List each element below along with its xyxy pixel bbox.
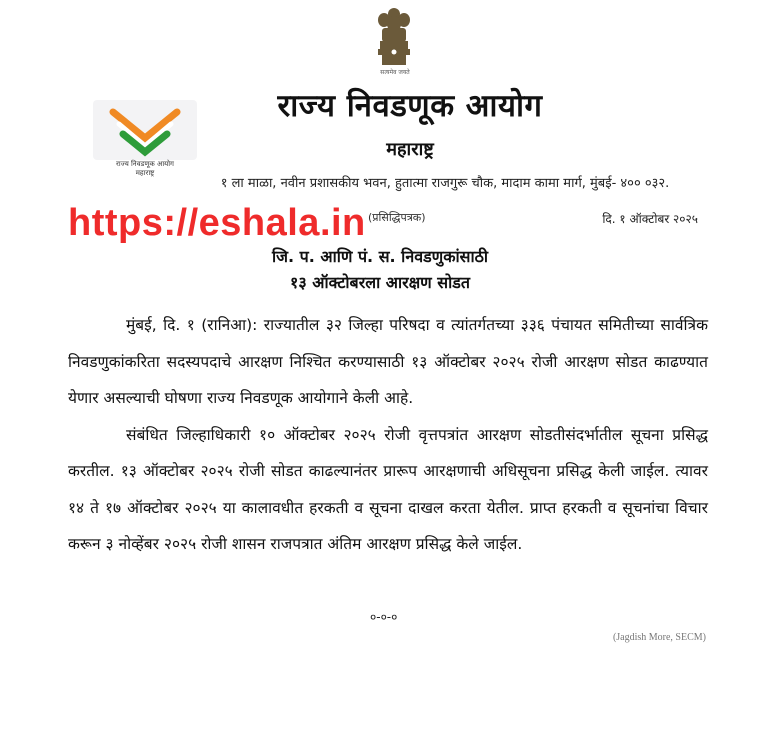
national-emblem-icon — [372, 4, 416, 78]
page-title: राज्य निवडणूक आयोग — [277, 88, 543, 124]
election-commission-logo-icon — [93, 100, 197, 160]
emblem-motto: सत्यमेव जयते — [380, 69, 410, 76]
signature-credit: (Jagdish More, SECM) — [612, 632, 706, 643]
press-release-label: (प्रसिद्धिपत्रक) — [368, 211, 426, 224]
paragraph-1: मुंबई, दि. १ (रानिआ): राज्यातील ३२ जिल्हा परिषदा व त्यांतर्गतच्या ३३६ पंचायत समितीच्या सार्वत्रिक निवडणुकांकरिता सदस्यपदाचे आरक्षण निश्चित करण्यासाठी १३ ऑक्टोबर २०२५ रोजी आरक्षण सोडत काढण्यात येणार असल्याची घोषणा राज्य निवडणूक आयोगाने केली आहे. — [68, 316, 708, 407]
press-release-body — [68, 307, 708, 563]
office-address: १ ला माळा, नवीन प्रशासकीय भवन, हुतात्मा राजगुरू चौक, मादाम कामा मार्ग, मुंबई- ४०० ०३२. — [220, 176, 670, 191]
logo-caption-line1: राज्य निवडणूक आयोग — [116, 160, 174, 168]
headline-line-1: जि. प. आणि पं. स. निवडणुकांसाठी — [271, 247, 489, 266]
page-subtitle: महाराष्ट्र — [386, 139, 434, 160]
logo-caption-line2: महाराष्ट्र — [135, 169, 155, 177]
release-date: दि. १ ऑक्टोबर २०२५ — [602, 212, 698, 226]
website-watermark: https://eshala.in — [68, 202, 366, 244]
end-mark: ०-०-० — [370, 610, 398, 624]
headline-line-2: १३ ऑक्टोबरला आरक्षण सोडत — [290, 273, 470, 292]
paragraph-2: संबंधित जिल्हाधिकारी १० ऑक्टोबर २०२५ रोजी वृत्तपत्रांत आरक्षण सोडतीसंदर्भातील सूचना प्रसिद्ध करतील. १३ ऑक्टोबर २०२५ रोजी सोडत काढल्यानंतर प्रारूप आरक्षणाची अधिसूचना प्रसिद्ध केली जाईल. त्यावर १४ ते १७ ऑक्टोबर २०२५ या कालावधीत हरकती व सूचना दाखल करता येतील. प्राप्त हरकती व सूचनांचा विचार करून ३ नोव्हेंबर २०२५ रोजी शासन राजपत्रात अंतिम आरक्षण प्रसिद्ध केले जाईल. — [68, 425, 708, 553]
